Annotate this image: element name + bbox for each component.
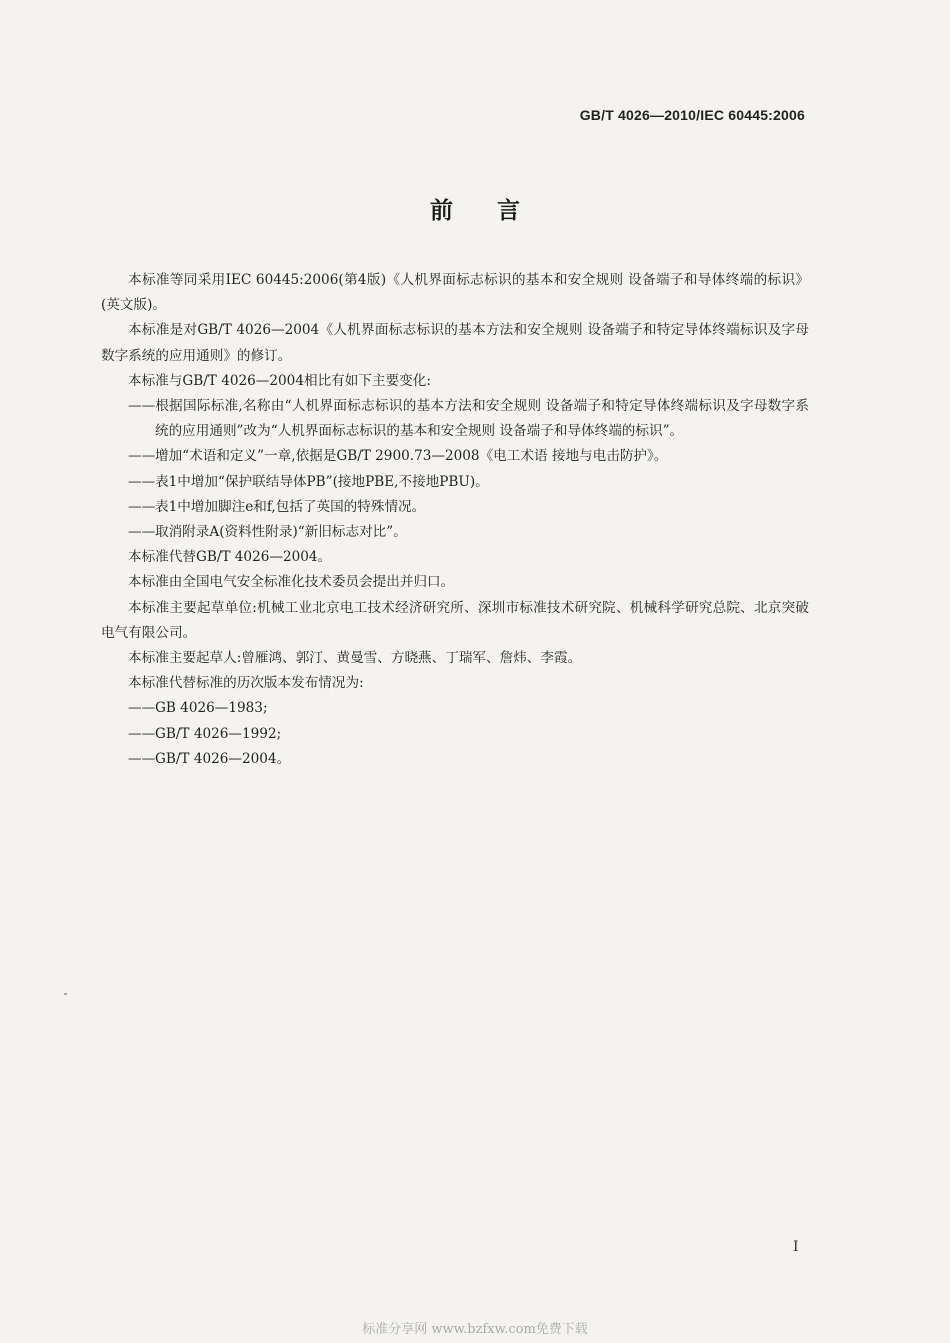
paragraph: 本标准由全国电气安全标准化技术委员会提出并归口。 <box>128 574 455 591</box>
list-item <box>128 394 809 444</box>
paragraph: 本标准主要起草单位:机械工业北京电工技术经济研究所、深圳市标准技术研究院、机械科学研究总院、北京突破电气有限公司。 <box>101 599 809 641</box>
standard-code: GB/T 4026—2010/IEC 60445:2006 <box>579 107 805 123</box>
paragraph: 本标准主要起草人:曾雁鸿、郭汀、黄曼雪、方晓燕、丁瑞军、詹炜、李霞。 <box>128 650 582 667</box>
list-item-text: GB 4026—1983; <box>155 700 268 717</box>
list-item-text: 根据国际标准,名称由“人机界面标志标识的基本方法和安全规则 设备端子和特定导体终端标识及字母数字系统的应用通则”改为“人机界面标志标识的基本和安全规则 设备端子和导体终端的标识”。 <box>155 398 809 440</box>
paragraph: 本标准代替GB/T 4026—2004。 <box>128 549 332 566</box>
dash-mark: —— <box>128 398 156 415</box>
list-item <box>128 696 809 721</box>
list-item <box>128 722 809 747</box>
list-item <box>128 520 809 545</box>
paragraph: 本标准代替标准的历次版本发布情况为: <box>128 675 364 692</box>
list-item <box>128 495 809 520</box>
list-item-text: GB/T 4026—2004。 <box>155 750 291 767</box>
page-title: 前言 <box>430 198 564 224</box>
dash-mark: —— <box>128 750 156 767</box>
watermark: 标准分享网 www.bzfxw.com免费下载 <box>362 1322 588 1337</box>
list-item <box>128 444 809 469</box>
list-item <box>128 747 809 772</box>
list-item-text: 表1中增加脚注e和f,包括了英国的特殊情况。 <box>155 498 426 515</box>
foreword-body <box>101 268 809 772</box>
list-item-text: 增加“术语和定义”一章,依据是GB/T 2900.73—2008《电工术语 接地与电击防护》。 <box>155 448 668 465</box>
page-number: I <box>793 1239 799 1255</box>
list-item <box>128 470 809 495</box>
dash-mark: —— <box>128 524 156 541</box>
dash-mark: —— <box>128 700 156 717</box>
list-item-text: 表1中增加“保护联结导体PB”(接地PBE,不接地PBU)。 <box>155 473 489 490</box>
dash-mark: —— <box>128 498 156 515</box>
scan-speck <box>64 993 67 995</box>
paragraph: 本标准是对GB/T 4026—2004《人机界面标志标识的基本方法和安全规则 设备端子和特定导体终端标识及字母数字系统的应用通则》的修订。 <box>101 322 809 364</box>
list-item-text: 取消附录A(资料性附录)“新旧标志对比”。 <box>155 524 407 541</box>
dash-mark: —— <box>128 473 156 490</box>
dash-mark: —— <box>128 448 156 465</box>
paragraph: 本标准与GB/T 4026—2004相比有如下主要变化: <box>128 372 431 389</box>
dash-mark: —— <box>128 725 156 742</box>
list-item-text: GB/T 4026—1992; <box>155 725 282 742</box>
paragraph: 本标准等同采用IEC 60445:2006(第4版)《人机界面标志标识的基本和安全规则 设备端子和导体终端的标识》(英文版)。 <box>101 272 809 314</box>
